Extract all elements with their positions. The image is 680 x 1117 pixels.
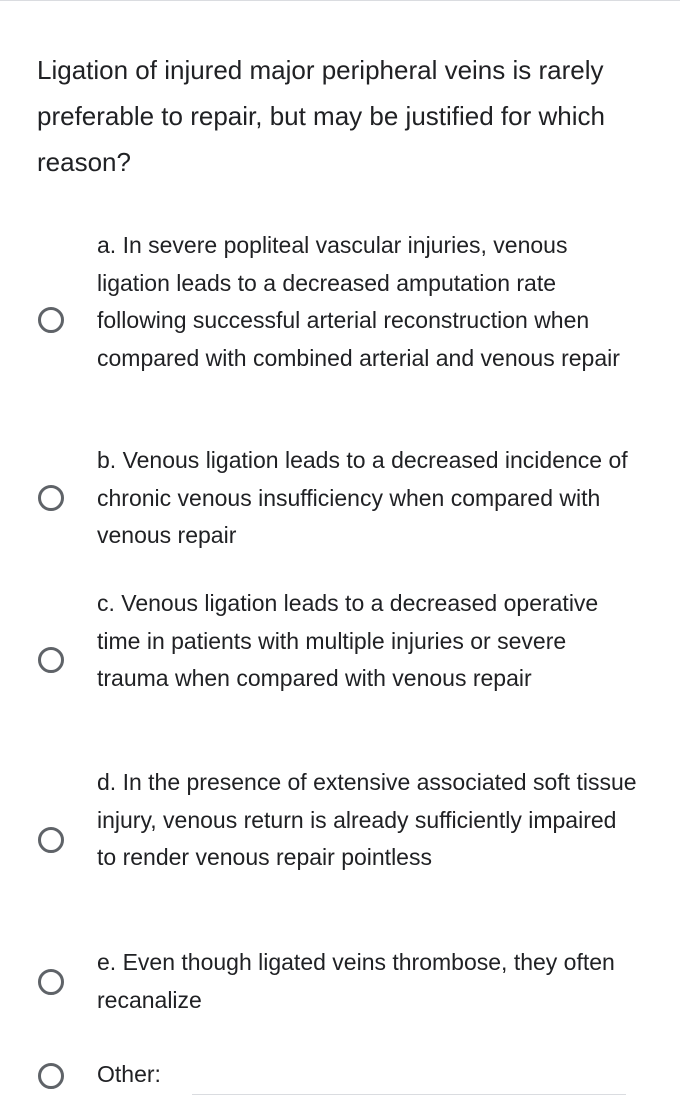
question-title: Ligation of injured major peripheral veins is rarely preferable to repair, but may be justified for which reason? <box>37 55 605 177</box>
radio-button-icon[interactable] <box>38 827 64 853</box>
radio-button-icon[interactable] <box>38 1063 64 1089</box>
radio-button-icon[interactable] <box>38 969 64 995</box>
other-text-input[interactable] <box>192 1094 626 1095</box>
option-label[interactable]: a. In severe popliteal vascular injuries, venous ligation leads to a decreased amputation rate following successful arterial reconstruction when compared with combined arterial and venous repair <box>97 232 620 371</box>
option-label[interactable]: d. In the presence of extensive associated soft tissue injury, venous return is already sufficiently impaired to render venous repair pointless <box>97 769 637 870</box>
radio-button-icon[interactable] <box>38 647 64 673</box>
radio-button-icon[interactable] <box>38 307 64 333</box>
option-label[interactable]: c. Venous ligation leads to a decreased operative time in patients with multiple injuries or severe trauma when compared with venous repair <box>97 590 599 691</box>
radio-button-icon[interactable] <box>38 485 64 511</box>
option-label[interactable]: Other: <box>97 1061 161 1087</box>
card-top-border <box>0 0 680 1</box>
option-label[interactable]: b. Venous ligation leads to a decreased incidence of chronic venous insufficiency when compared with venous repair <box>97 447 628 548</box>
option-label[interactable]: e. Even though ligated veins thrombose, they often recanalize <box>97 949 615 1013</box>
